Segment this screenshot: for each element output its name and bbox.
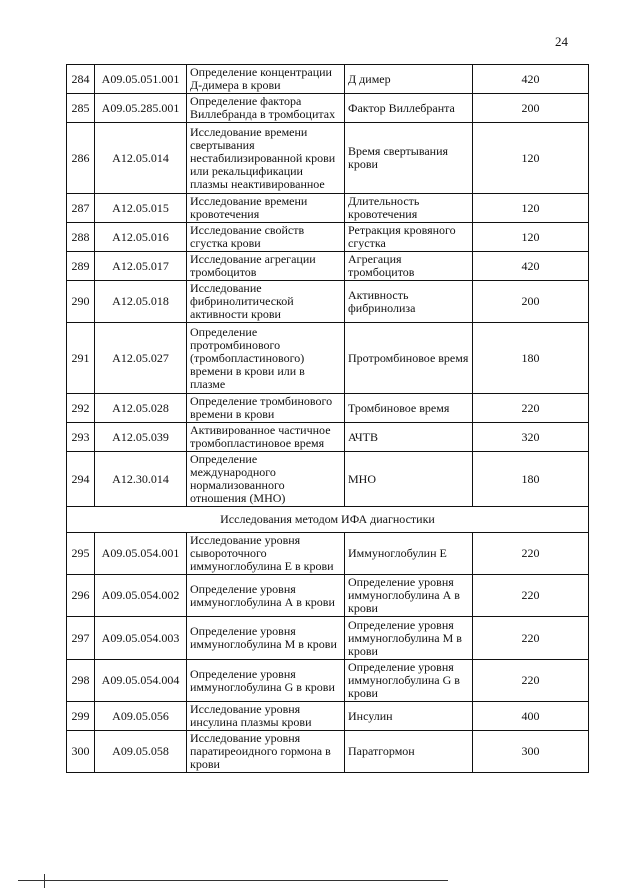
row-number: 299 bbox=[67, 702, 95, 731]
service-name: Определение уровня иммуноглобулина А в крови bbox=[187, 575, 345, 617]
service-code: A09.05.058 bbox=[95, 731, 187, 773]
service-price: 120 bbox=[473, 194, 589, 223]
service-short-name: Время свертывания крови bbox=[345, 123, 473, 194]
service-short-name: Активность фибринолиза bbox=[345, 281, 473, 323]
service-price: 220 bbox=[473, 533, 589, 575]
services-price-table bbox=[66, 64, 589, 773]
service-name: Исследование уровня сывороточного иммуноглобулина Е в крови bbox=[187, 533, 345, 575]
row-number: 292 bbox=[67, 394, 95, 423]
service-code: A12.05.028 bbox=[95, 394, 187, 423]
service-name: Определение тромбинового времени в крови bbox=[187, 394, 345, 423]
service-price: 220 bbox=[473, 394, 589, 423]
service-name: Исследование уровня паратиреоидного гормона в крови bbox=[187, 731, 345, 773]
service-code: A09.05.054.004 bbox=[95, 660, 187, 702]
service-price: 420 bbox=[473, 252, 589, 281]
service-price: 300 bbox=[473, 731, 589, 773]
service-short-name: Определение уровня иммуноглобулина А в крови bbox=[345, 575, 473, 617]
service-code: A09.05.054.003 bbox=[95, 617, 187, 660]
table-row bbox=[67, 702, 589, 731]
service-code: A09.05.051.001 bbox=[95, 65, 187, 94]
row-number: 288 bbox=[67, 223, 95, 252]
service-short-name: Ретракция кровяного сгустка bbox=[345, 223, 473, 252]
service-code: A12.05.027 bbox=[95, 323, 187, 394]
service-name: Исследование свойств сгустка крови bbox=[187, 223, 345, 252]
service-short-name: Определение уровня иммуноглобулина М в крови bbox=[345, 617, 473, 660]
service-short-name: Агрегация тромбоцитов bbox=[345, 252, 473, 281]
row-number: 290 bbox=[67, 281, 95, 323]
table-row bbox=[67, 94, 589, 123]
table-row bbox=[67, 223, 589, 252]
service-code: A09.05.054.001 bbox=[95, 533, 187, 575]
service-name: Активированное частичное тромбопластиновое время bbox=[187, 423, 345, 452]
service-price: 200 bbox=[473, 94, 589, 123]
service-name: Определение протромбинового (тромбопластинового) времени в крови или в плазме bbox=[187, 323, 345, 394]
row-number: 296 bbox=[67, 575, 95, 617]
service-code: A09.05.054.002 bbox=[95, 575, 187, 617]
service-name: Определение концентрации Д-димера в крови bbox=[187, 65, 345, 94]
service-price: 180 bbox=[473, 452, 589, 507]
row-number: 295 bbox=[67, 533, 95, 575]
service-short-name: Тромбиновое время bbox=[345, 394, 473, 423]
table-row bbox=[67, 423, 589, 452]
service-price: 220 bbox=[473, 617, 589, 660]
service-code: A12.05.015 bbox=[95, 194, 187, 223]
row-number: 284 bbox=[67, 65, 95, 94]
table-row bbox=[67, 281, 589, 323]
service-name: Исследование уровня инсулина плазмы крови bbox=[187, 702, 345, 731]
table-row bbox=[67, 617, 589, 660]
page-number: 24 bbox=[555, 34, 568, 49]
table-row bbox=[67, 575, 589, 617]
service-price: 220 bbox=[473, 660, 589, 702]
service-code: A09.05.285.001 bbox=[95, 94, 187, 123]
service-name: Определение фактора Виллебранда в тромбоцитах bbox=[187, 94, 345, 123]
service-price: 320 bbox=[473, 423, 589, 452]
service-short-name: Паратгормон bbox=[345, 731, 473, 773]
footer-tick bbox=[44, 874, 45, 888]
service-name: Определение уровня иммуноглобулина М в крови bbox=[187, 617, 345, 660]
row-number: 300 bbox=[67, 731, 95, 773]
service-short-name: Иммуноглобулин Е bbox=[345, 533, 473, 575]
table-row bbox=[67, 123, 589, 194]
service-price: 220 bbox=[473, 575, 589, 617]
service-code: A12.30.014 bbox=[95, 452, 187, 507]
table-row bbox=[67, 452, 589, 507]
service-name: Определение уровня иммуноглобулина G в крови bbox=[187, 660, 345, 702]
service-price: 120 bbox=[473, 223, 589, 252]
row-number: 298 bbox=[67, 660, 95, 702]
service-code: A09.05.056 bbox=[95, 702, 187, 731]
section-title: Исследования методом ИФА диагностики bbox=[67, 507, 589, 533]
row-number: 285 bbox=[67, 94, 95, 123]
table-row bbox=[67, 731, 589, 773]
service-price: 120 bbox=[473, 123, 589, 194]
service-short-name: Протромбиновое время bbox=[345, 323, 473, 394]
table-row bbox=[67, 533, 589, 575]
footer-rule bbox=[18, 880, 448, 881]
row-number: 293 bbox=[67, 423, 95, 452]
table-row bbox=[67, 660, 589, 702]
service-short-name: Фактор Виллебранта bbox=[345, 94, 473, 123]
row-number: 297 bbox=[67, 617, 95, 660]
service-code: A12.05.014 bbox=[95, 123, 187, 194]
service-short-name: Д димер bbox=[345, 65, 473, 94]
row-number: 291 bbox=[67, 323, 95, 394]
row-number: 286 bbox=[67, 123, 95, 194]
service-price: 200 bbox=[473, 281, 589, 323]
table-row bbox=[67, 323, 589, 394]
row-number: 294 bbox=[67, 452, 95, 507]
service-name: Исследование агрегации тромбоцитов bbox=[187, 252, 345, 281]
service-price: 400 bbox=[473, 702, 589, 731]
service-short-name: Длительность кровотечения bbox=[345, 194, 473, 223]
row-number: 287 bbox=[67, 194, 95, 223]
service-short-name: Инсулин bbox=[345, 702, 473, 731]
row-number: 289 bbox=[67, 252, 95, 281]
service-name: Исследование фибринолитической активности крови bbox=[187, 281, 345, 323]
service-code: A12.05.039 bbox=[95, 423, 187, 452]
table-row bbox=[67, 65, 589, 94]
service-price: 420 bbox=[473, 65, 589, 94]
service-short-name: Определение уровня иммуноглобулина G в крови bbox=[345, 660, 473, 702]
services-table-body bbox=[67, 65, 589, 773]
service-code: A12.05.018 bbox=[95, 281, 187, 323]
section-header-row bbox=[67, 507, 589, 533]
service-name: Исследование времени свертывания нестабилизированной крови или рекальцификации плазмы неактивированное bbox=[187, 123, 345, 194]
service-short-name: МНО bbox=[345, 452, 473, 507]
table-row bbox=[67, 394, 589, 423]
service-name: Определение международного нормализованного отношения (МНО) bbox=[187, 452, 345, 507]
service-price: 180 bbox=[473, 323, 589, 394]
service-code: A12.05.016 bbox=[95, 223, 187, 252]
table-row bbox=[67, 252, 589, 281]
service-code: A12.05.017 bbox=[95, 252, 187, 281]
service-name: Исследование времени кровотечения bbox=[187, 194, 345, 223]
service-short-name: АЧТВ bbox=[345, 423, 473, 452]
table-row bbox=[67, 194, 589, 223]
